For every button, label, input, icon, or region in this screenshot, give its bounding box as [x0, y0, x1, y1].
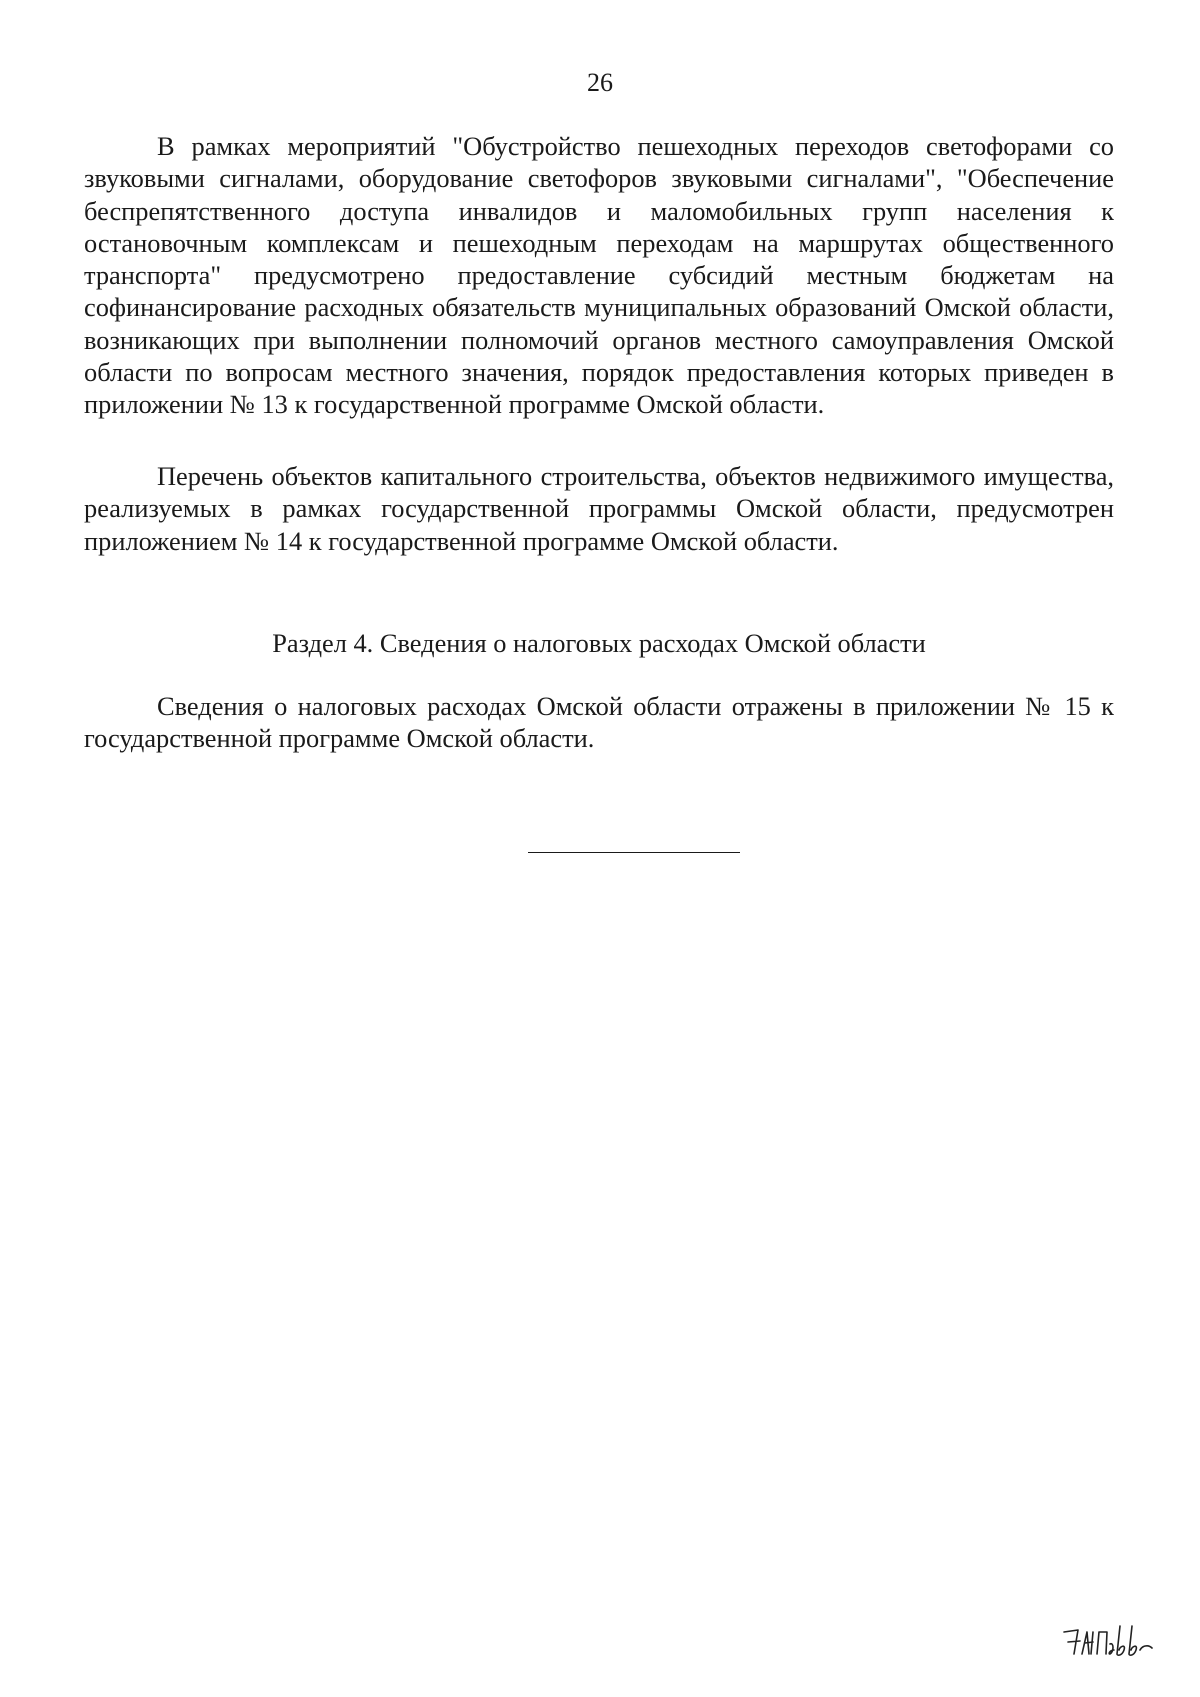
end-of-text-rule	[528, 852, 740, 853]
paragraph-text: Сведения о налоговых расходах Омской области отражены в приложении № 15 к государственной программе Омской области.	[84, 691, 1114, 754]
paragraph-capital-construction	[84, 460, 1114, 557]
paragraph-subsidies	[84, 130, 1114, 421]
handwritten-initials-signature	[1060, 1610, 1160, 1670]
paragraph-text: Перечень объектов капитального строительства, объектов недвижимого имущества, реализуемых в рамках государственной программы Омской области, предусмотрен приложением № 14 к государственной программе Омской области.	[84, 461, 1114, 556]
paragraph-tax-expenses	[84, 690, 1114, 755]
section-4-heading: Раздел 4. Сведения о налоговых расходах Омской области	[272, 628, 926, 658]
page-number: 26	[587, 68, 613, 97]
paragraph-text: В рамках мероприятий "Обустройство пешеходных переходов светофорами со звуковыми сигналами, оборудование светофоров звуковыми сигналами", "Обеспечение беспрепятственного доступа инвалидов и маломобильных групп населения к остановочным комплексам и пешеходным переходам на маршрутах общественного транспорта" предусмотрено предоставление субсидий местным бюджетам на софинансирование расходных обязательств муниципальных образований Омской области, возникающих при выполнении полномочий органов местного самоуправления Омской области по вопросам местного значения, порядок предоставления которых приведен в приложении № 13 к государственной программе Омской области.	[84, 131, 1114, 420]
